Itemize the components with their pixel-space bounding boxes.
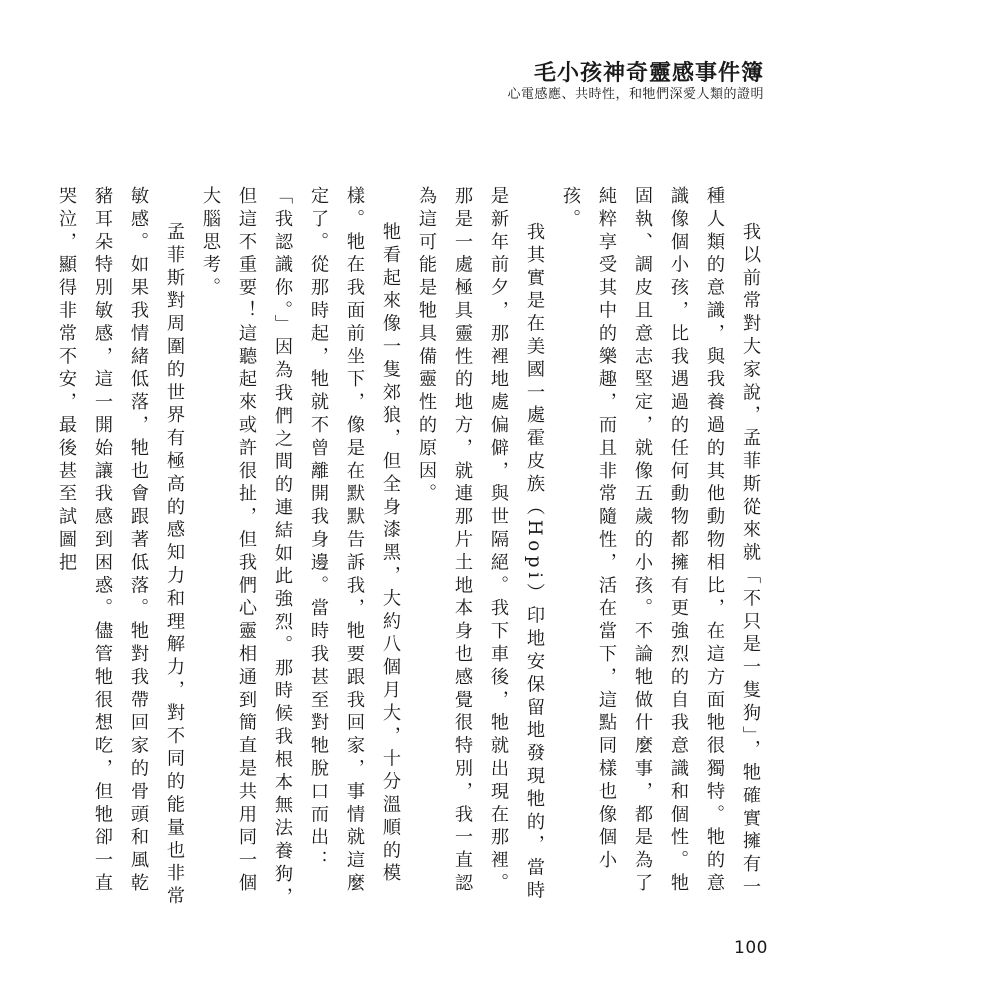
book-subtitle: 心電感應、共時性，和牠們深愛人類的證明 [507, 87, 764, 102]
paragraph-3: 牠看起來像一隻郊狼，但全身漆黑，大約八個月大，十分溫順的模樣。牠在我面前坐下，像是在默默告訴我，牠要跟我回家，事情就這麼定了。從那時起，牠就不曾離開我身邊。當時我甚至對牠脫口而出：「我認識你。」因為我們之間的連結如此強烈。那時候我根本無法養狗，但這不重要！這聽起來或許很扯，但我們心靈相通到簡直是共用同一個大腦思考。 [200, 186, 401, 910]
vertical-body-text [56, 186, 768, 916]
running-header [507, 60, 764, 104]
page-number: 100 [734, 938, 768, 958]
paragraph-4: 孟菲斯對周圍的世界有極高的感知力和理解力，對不同的能量也非常敏感。如果我情緒低落，牠也會跟著低落。牠對我帶回家的骨頭和風乾豬耳朵特別敏感，這一開始讓我感到困惑。儘管牠很想吃，但牠卻一直哭泣，顯得非常不安，最後甚至試圖把 [56, 186, 185, 910]
paragraph-2: 我其實是在美國一處霍皮族（Hopi）印地安保留地發現牠的，當時是新年前夕，那裡地處偏僻，與世隔絕。我下車後，牠就出現在那裡。那是一處極具靈性的地方，就連那片土地本身也感覺很特別，我一直認為這可能是牠具備靈性的原因。 [416, 186, 545, 904]
book-title: 毛小孩神奇靈感事件簿 [533, 60, 764, 86]
paragraph-1: 我以前常對大家說，孟菲斯從來就「不只是一隻狗」，牠確實擁有一種人類的意識，與我養過的其他動物相比，在這方面牠很獨特。牠的意識像個小孩，比我遇過的任何動物都擁有更強烈的自我意識和個性。牠固執、調皮且意志堅定，就像五歲的小孩。不論牠做什麼事，都是為了純粹享受其中的樂趣，而且非常隨性，活在當下，這點同樣也像個小孩。 [560, 186, 761, 901]
